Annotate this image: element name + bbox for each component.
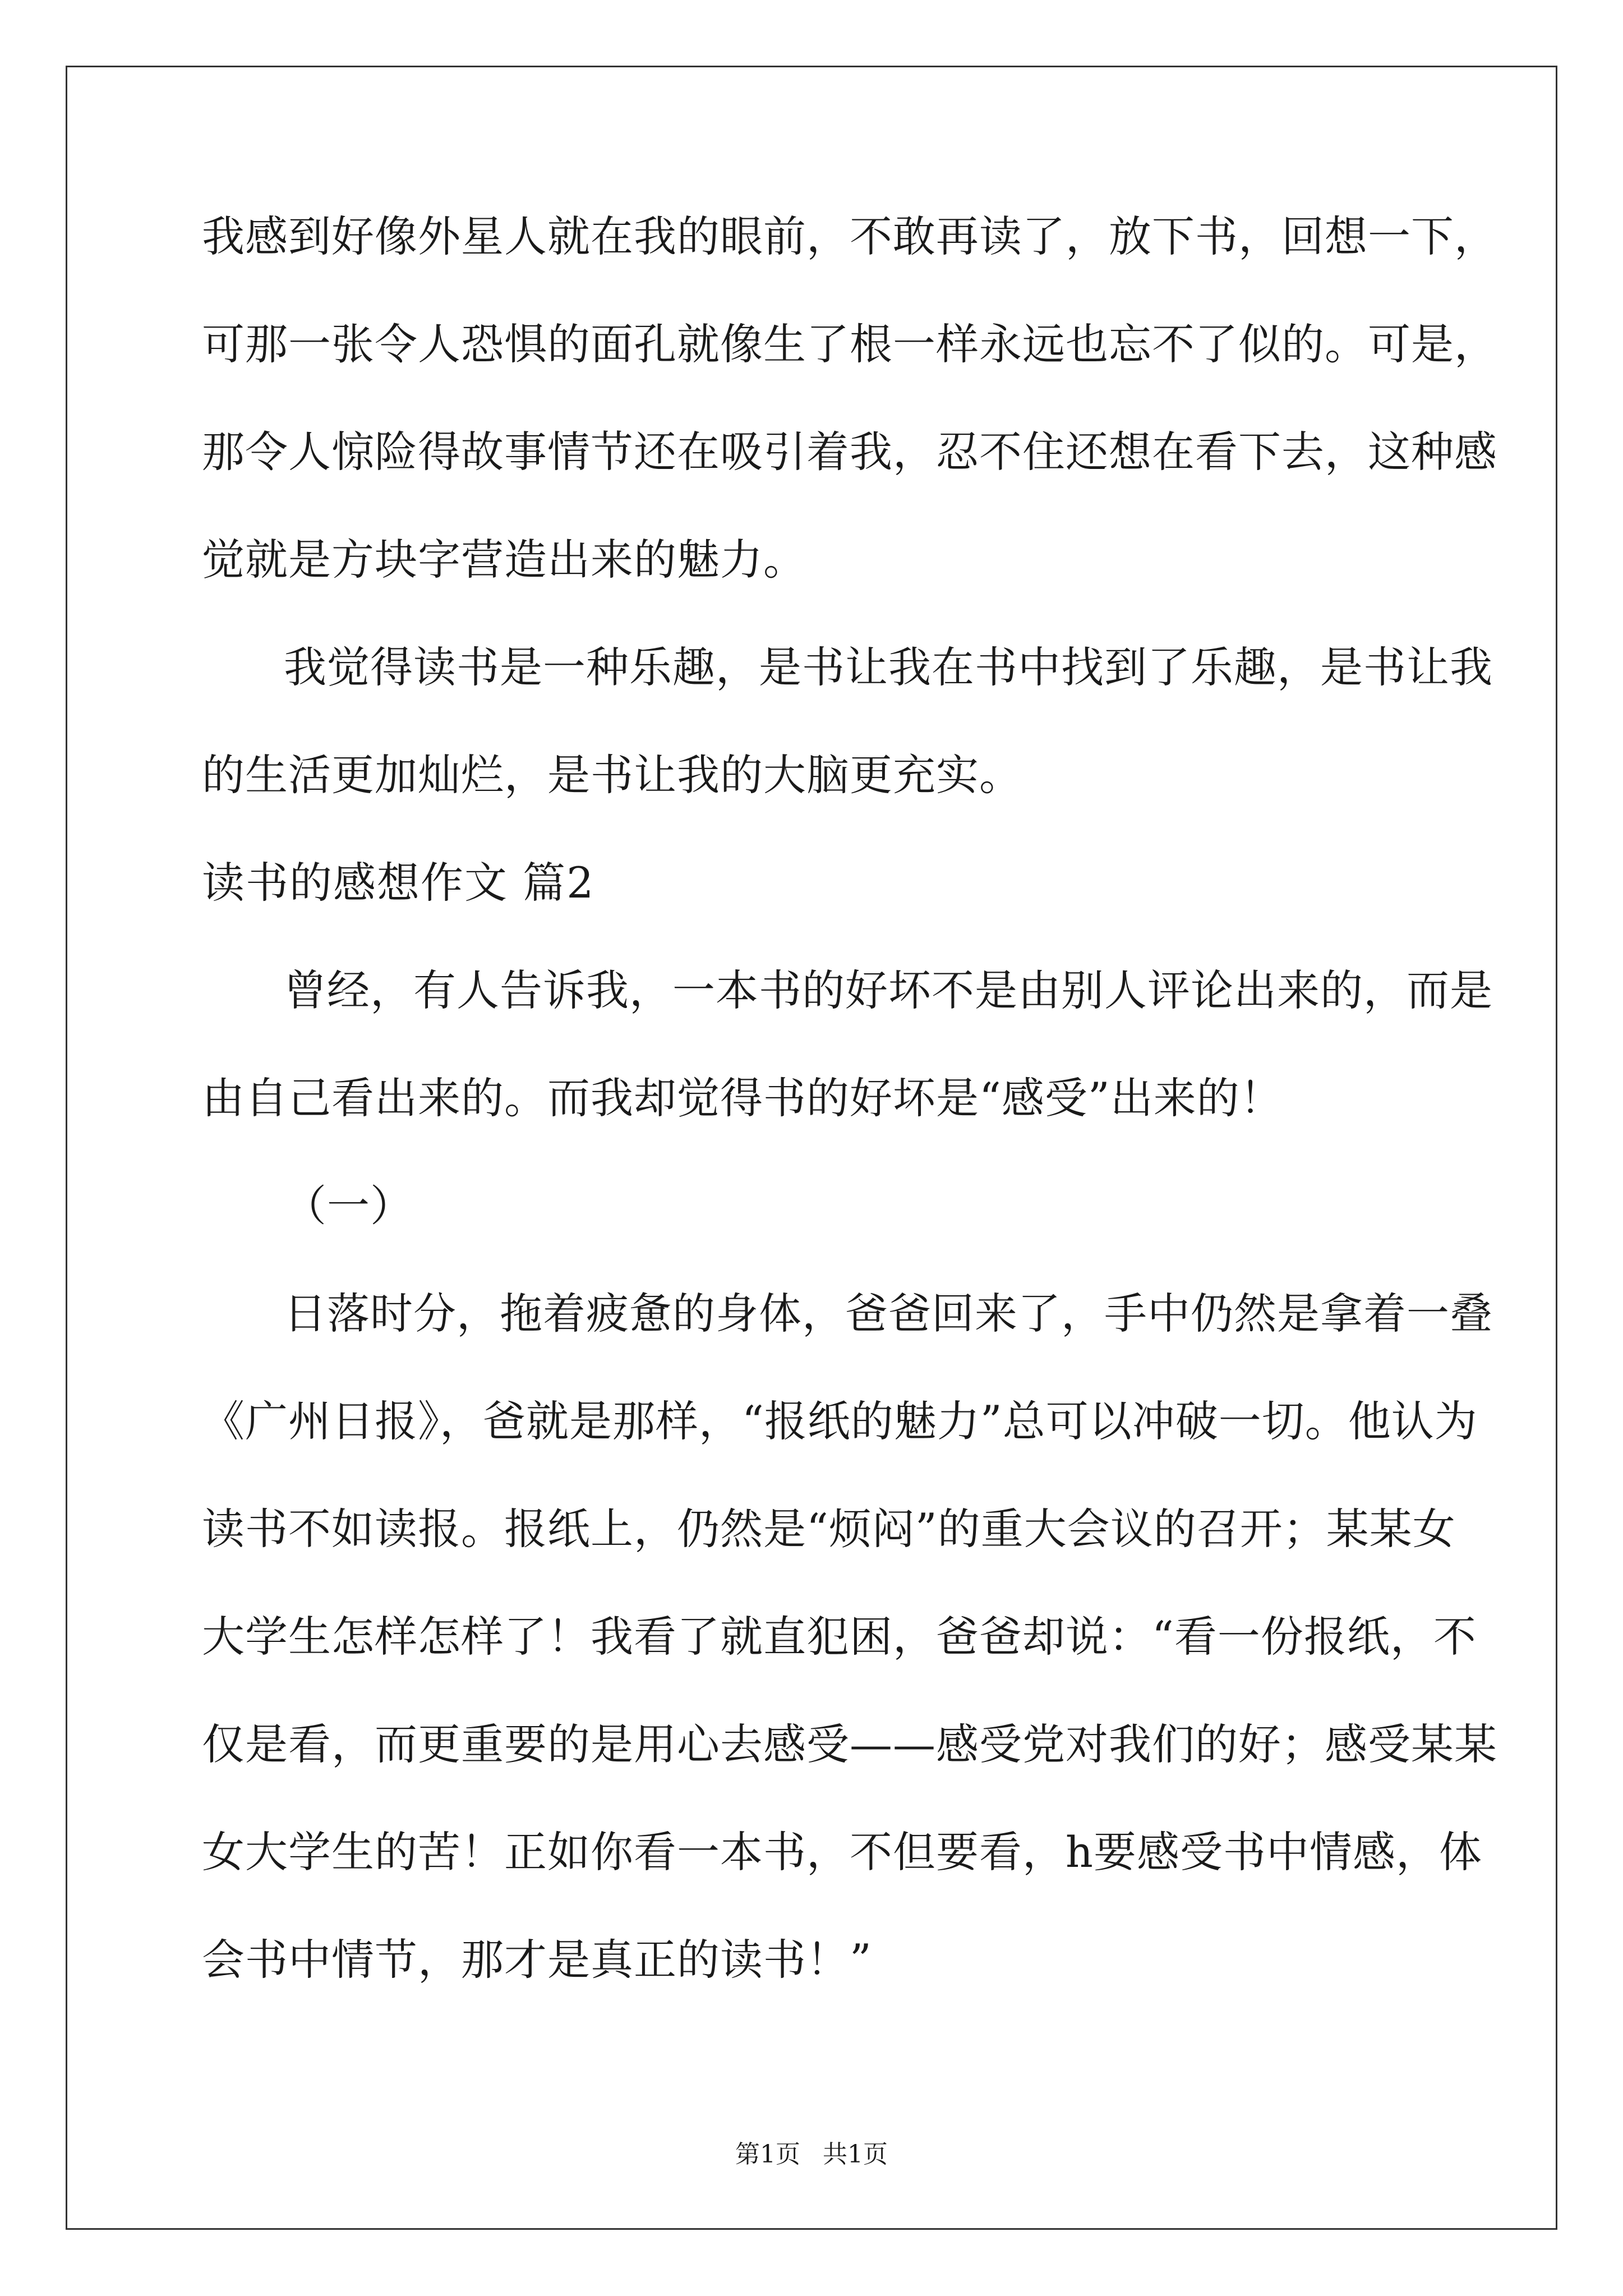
text-line-12: 《广州日报》，爸就是那样，“报纸的魅力”总可以冲破一切。他认为 <box>202 1396 1478 1446</box>
text-line-5: 我觉得读书是一种乐趣，是书让我在书中找到了乐趣，是书让我 <box>284 642 1493 692</box>
page-border <box>66 66 1557 2230</box>
text-line-13: 读书不如读报。报纸上，仍然是“烦闷”的重大会议的召开；某某女 <box>202 1504 1456 1554</box>
text-line-3: 那令人惊险得故事情节还在吸引着我，忍不住还想在看下去，这种感 <box>202 427 1497 477</box>
text-line-6: 的生活更加灿烂，是书让我的大脑更充实。 <box>202 750 1022 800</box>
text-line-11: 日落时分，拖着疲惫的身体，爸爸回来了，手中仍然是拿着一叠 <box>284 1289 1493 1338</box>
section-heading: 读书的感想作文 篇2 <box>202 858 595 908</box>
subsection-marker: （一） <box>284 1181 413 1231</box>
text-line-14: 大学生怎样怎样了！我看了就直犯困，爸爸却说：“看一份报纸，不 <box>202 1612 1477 1662</box>
text-line-2: 可那一张令人恐惧的面孔就像生了根一样永远也忘不了似的。可是， <box>202 319 1497 369</box>
page-total: 共1页 <box>823 2140 888 2169</box>
page-footer <box>0 2139 1623 2170</box>
text-line-9: 由自己看出来的。而我却觉得书的好坏是“感受”出来的！ <box>202 1073 1283 1123</box>
page-number: 第1页 <box>735 2140 800 2169</box>
text-line-1: 我感到好像外星人就在我的眼前，不敢再读了，放下书，回想一下， <box>202 211 1497 261</box>
text-line-17: 会书中情节，那才是真正的读书！” <box>202 1935 872 1985</box>
text-line-15: 仅是看，而更重要的是用心去感受——感受党对我们的好；感受某某 <box>202 1719 1497 1769</box>
text-line-8: 曾经，有人告诉我，一本书的好坏不是由别人评论出来的，而是 <box>284 965 1493 1015</box>
text-line-16: 女大学生的苦！正如你看一本书，不但要看，h要感受书中情感，体 <box>202 1827 1482 1877</box>
text-line-4: 觉就是方块字营造出来的魅力。 <box>202 535 806 585</box>
